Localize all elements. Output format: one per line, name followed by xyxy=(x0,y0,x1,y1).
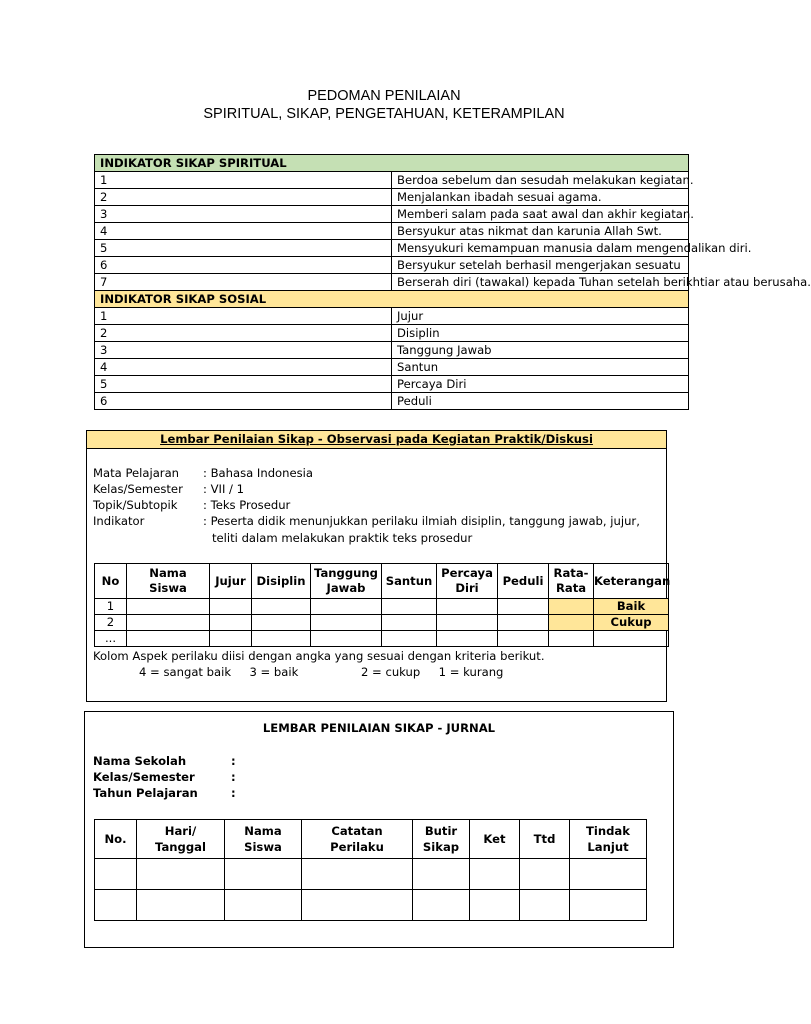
col-tanggung xyxy=(311,564,382,599)
cell xyxy=(137,859,225,890)
col-rata-l1: Rata- xyxy=(553,566,589,580)
spiritual-row xyxy=(95,274,689,291)
table-row xyxy=(95,859,647,890)
col-percaya-l2: Diri xyxy=(455,581,479,595)
row-text: Berdoa sebelum dan sesudah melakukan kegiatan. xyxy=(392,172,689,189)
col-jujur: Jujur xyxy=(210,564,252,599)
row-text: Percaya Diri xyxy=(392,376,689,393)
row-text: Berserah diri (tawakal) kepada Tuhan setelah berikhtiar atau berusaha. xyxy=(392,274,689,291)
indikator-value: : Peserta didik menunjukkan perilaku ilmiah disiplin, tanggung jawab, jujur, xyxy=(203,514,640,528)
col-nama xyxy=(127,564,210,599)
cell xyxy=(520,859,570,890)
jurnal-sekolah xyxy=(93,753,236,769)
observasi-table xyxy=(94,563,669,647)
cell xyxy=(570,859,647,890)
cell xyxy=(498,599,549,615)
indikator-value-cont: teliti dalam melakukan praktik teks prosedur xyxy=(212,531,473,545)
cell-rata xyxy=(549,599,594,615)
row-number: 6 xyxy=(95,257,392,274)
table-row xyxy=(95,599,669,615)
cell-keterangan: Baik xyxy=(594,599,669,615)
observasi-header-row xyxy=(95,564,669,599)
topik-value: : Teks Prosedur xyxy=(203,498,291,512)
sosial-row xyxy=(95,308,689,325)
row-text: Peduli xyxy=(392,393,689,410)
cell xyxy=(382,631,437,647)
col-rata-l2: Rata xyxy=(555,581,587,595)
topik-label: Topik/Subtopik xyxy=(93,498,178,512)
page-title-line1: PEDOMAN PENILAIAN xyxy=(307,88,461,104)
spiritual-row xyxy=(95,206,689,223)
cell xyxy=(302,859,413,890)
spiritual-row xyxy=(95,223,689,240)
criteria-scale: 4 = sangat baik 3 = baik 2 = cukup 1 = kurang xyxy=(139,665,504,679)
cell xyxy=(127,631,210,647)
kelas-label: Kelas/Semester xyxy=(93,482,183,496)
cell xyxy=(252,615,311,631)
col-no: No. xyxy=(95,820,137,859)
cell xyxy=(311,615,382,631)
col-catatan-l1: Catatan xyxy=(331,824,383,838)
col-ttd: Ttd xyxy=(520,820,570,859)
col-catatan xyxy=(302,820,413,859)
col-disiplin: Disiplin xyxy=(252,564,311,599)
cell xyxy=(570,890,647,921)
info-topik xyxy=(93,497,290,513)
spiritual-heading: INDIKATOR SIKAP SPIRITUAL xyxy=(95,155,689,172)
col-no: No xyxy=(95,564,127,599)
col-nama-l1: Nama xyxy=(149,566,187,580)
col-rata xyxy=(549,564,594,599)
cell xyxy=(437,615,498,631)
observasi-sheet xyxy=(86,430,671,702)
row-number: 2 xyxy=(95,325,392,342)
row-number: 3 xyxy=(95,206,392,223)
cell xyxy=(498,615,549,631)
row-number: 6 xyxy=(95,393,392,410)
cell xyxy=(437,599,498,615)
cell xyxy=(210,599,252,615)
row-number: 1 xyxy=(95,172,392,189)
col-butir-l2: Sikap xyxy=(422,840,460,854)
sekolah-label: Nama Sekolah xyxy=(93,754,187,768)
observasi-heading: Lembar Penilaian Sikap - Observasi pada Kegiatan Praktik/Diskusi xyxy=(87,431,666,449)
col-tindak-l1: Tindak xyxy=(586,824,630,838)
row-text: Jujur xyxy=(392,308,689,325)
cell xyxy=(225,890,302,921)
cell xyxy=(382,615,437,631)
tahun-label: Tahun Pelajaran xyxy=(93,786,198,800)
row-number: 5 xyxy=(95,376,392,393)
col-percaya xyxy=(437,564,498,599)
info-indikator xyxy=(93,513,640,529)
col-nama-l1: Nama xyxy=(244,824,282,838)
tahun-colon: : xyxy=(231,786,236,800)
info-kelas xyxy=(93,481,244,497)
kelas-colon: : xyxy=(231,770,236,784)
sosial-row xyxy=(95,325,689,342)
cell-no: 1 xyxy=(95,599,127,615)
row-text: Tanggung Jawab xyxy=(392,342,689,359)
row-text: Bersyukur setelah berhasil mengerjakan sesuatu xyxy=(392,257,689,274)
cell xyxy=(413,859,470,890)
col-hari-l1: Hari/ xyxy=(164,824,197,838)
jurnal-tahun xyxy=(93,785,236,801)
cell xyxy=(311,631,382,647)
info-mapel xyxy=(93,465,313,481)
cell xyxy=(470,890,520,921)
cell xyxy=(437,631,498,647)
cell xyxy=(413,890,470,921)
row-number: 3 xyxy=(95,342,392,359)
cell xyxy=(225,859,302,890)
row-text: Memberi salam pada saat awal dan akhir kegiatan. xyxy=(392,206,689,223)
mapel-value: : Bahasa Indonesia xyxy=(203,466,313,480)
sosial-row xyxy=(95,342,689,359)
kelas-label: Kelas/Semester xyxy=(93,770,195,784)
cell xyxy=(382,599,437,615)
row-text: Menjalankan ibadah sesuai agama. xyxy=(392,189,689,206)
col-nama xyxy=(225,820,302,859)
kelas-value: : VII / 1 xyxy=(203,482,245,496)
cell xyxy=(127,599,210,615)
spiritual-row xyxy=(95,240,689,257)
col-butir-l1: Butir xyxy=(424,824,458,838)
table-row xyxy=(95,890,647,921)
sosial-heading: INDIKATOR SIKAP SOSIAL xyxy=(95,291,689,308)
col-hari xyxy=(137,820,225,859)
row-number: 1 xyxy=(95,308,392,325)
cell xyxy=(137,890,225,921)
cell-keterangan: Cukup xyxy=(594,615,669,631)
col-keterangan: Keterangan xyxy=(594,564,669,599)
sosial-heading-row xyxy=(95,291,689,308)
row-number: 4 xyxy=(95,223,392,240)
col-tindak xyxy=(570,820,647,859)
row-text: Mensyukuri kemampuan manusia dalam mengendalikan diri. xyxy=(392,240,689,257)
cell xyxy=(95,859,137,890)
col-butir xyxy=(413,820,470,859)
col-nama-l2: Siswa xyxy=(244,840,282,854)
spiritual-row xyxy=(95,257,689,274)
sosial-row xyxy=(95,393,689,410)
col-peduli: Peduli xyxy=(498,564,549,599)
cell xyxy=(210,631,252,647)
indikator-label: Indikator xyxy=(93,514,145,528)
cell xyxy=(470,859,520,890)
table-row xyxy=(95,631,669,647)
cell xyxy=(498,631,549,647)
row-text: Santun xyxy=(392,359,689,376)
jurnal-header-row xyxy=(95,820,647,859)
cell xyxy=(520,890,570,921)
criteria-note: Kolom Aspek perilaku diisi dengan angka yang sesuai dengan kriteria berikut. xyxy=(93,649,545,663)
col-ket: Ket xyxy=(470,820,520,859)
cell-keterangan xyxy=(594,631,669,647)
sosial-row xyxy=(95,359,689,376)
table-row xyxy=(95,615,669,631)
cell-rata xyxy=(549,631,594,647)
row-text: Bersyukur atas nikmat dan karunia Allah Swt. xyxy=(392,223,689,240)
indicator-table xyxy=(94,154,811,410)
spiritual-row xyxy=(95,189,689,206)
col-tanggung-l1: Tanggung xyxy=(314,566,378,580)
row-number: 4 xyxy=(95,359,392,376)
row-number: 5 xyxy=(95,240,392,257)
cell xyxy=(127,615,210,631)
col-hari-l2: Tanggal xyxy=(155,840,206,854)
row-number: 7 xyxy=(95,274,392,291)
row-text: Disiplin xyxy=(392,325,689,342)
sosial-row xyxy=(95,376,689,393)
col-catatan-l2: Perilaku xyxy=(330,840,384,854)
cell xyxy=(311,599,382,615)
cell xyxy=(252,599,311,615)
cell xyxy=(302,890,413,921)
row-number: 2 xyxy=(95,189,392,206)
cell xyxy=(210,615,252,631)
cell-no: 2 xyxy=(95,615,127,631)
spiritual-row xyxy=(95,172,689,189)
col-tanggung-l2: Jawab xyxy=(326,581,366,595)
cell xyxy=(252,631,311,647)
mapel-label: Mata Pelajaran xyxy=(93,466,180,480)
sekolah-colon: : xyxy=(231,754,236,768)
jurnal-table xyxy=(94,819,647,921)
col-percaya-l1: Percaya xyxy=(441,566,493,580)
spiritual-heading-row xyxy=(95,155,689,172)
jurnal-title: LEMBAR PENILAIAN SIKAP - JURNAL xyxy=(262,721,496,735)
cell-no: ... xyxy=(95,631,127,647)
jurnal-sheet xyxy=(84,711,674,948)
cell xyxy=(95,890,137,921)
page-title-line2: SPIRITUAL, SIKAP, PENGETAHUAN, KETERAMPILAN xyxy=(203,106,565,122)
jurnal-kelas xyxy=(93,769,236,785)
col-santun: Santun xyxy=(382,564,437,599)
col-nama-l2: Siswa xyxy=(149,581,187,595)
cell-rata xyxy=(549,615,594,631)
col-tindak-l2: Lanjut xyxy=(587,840,629,854)
